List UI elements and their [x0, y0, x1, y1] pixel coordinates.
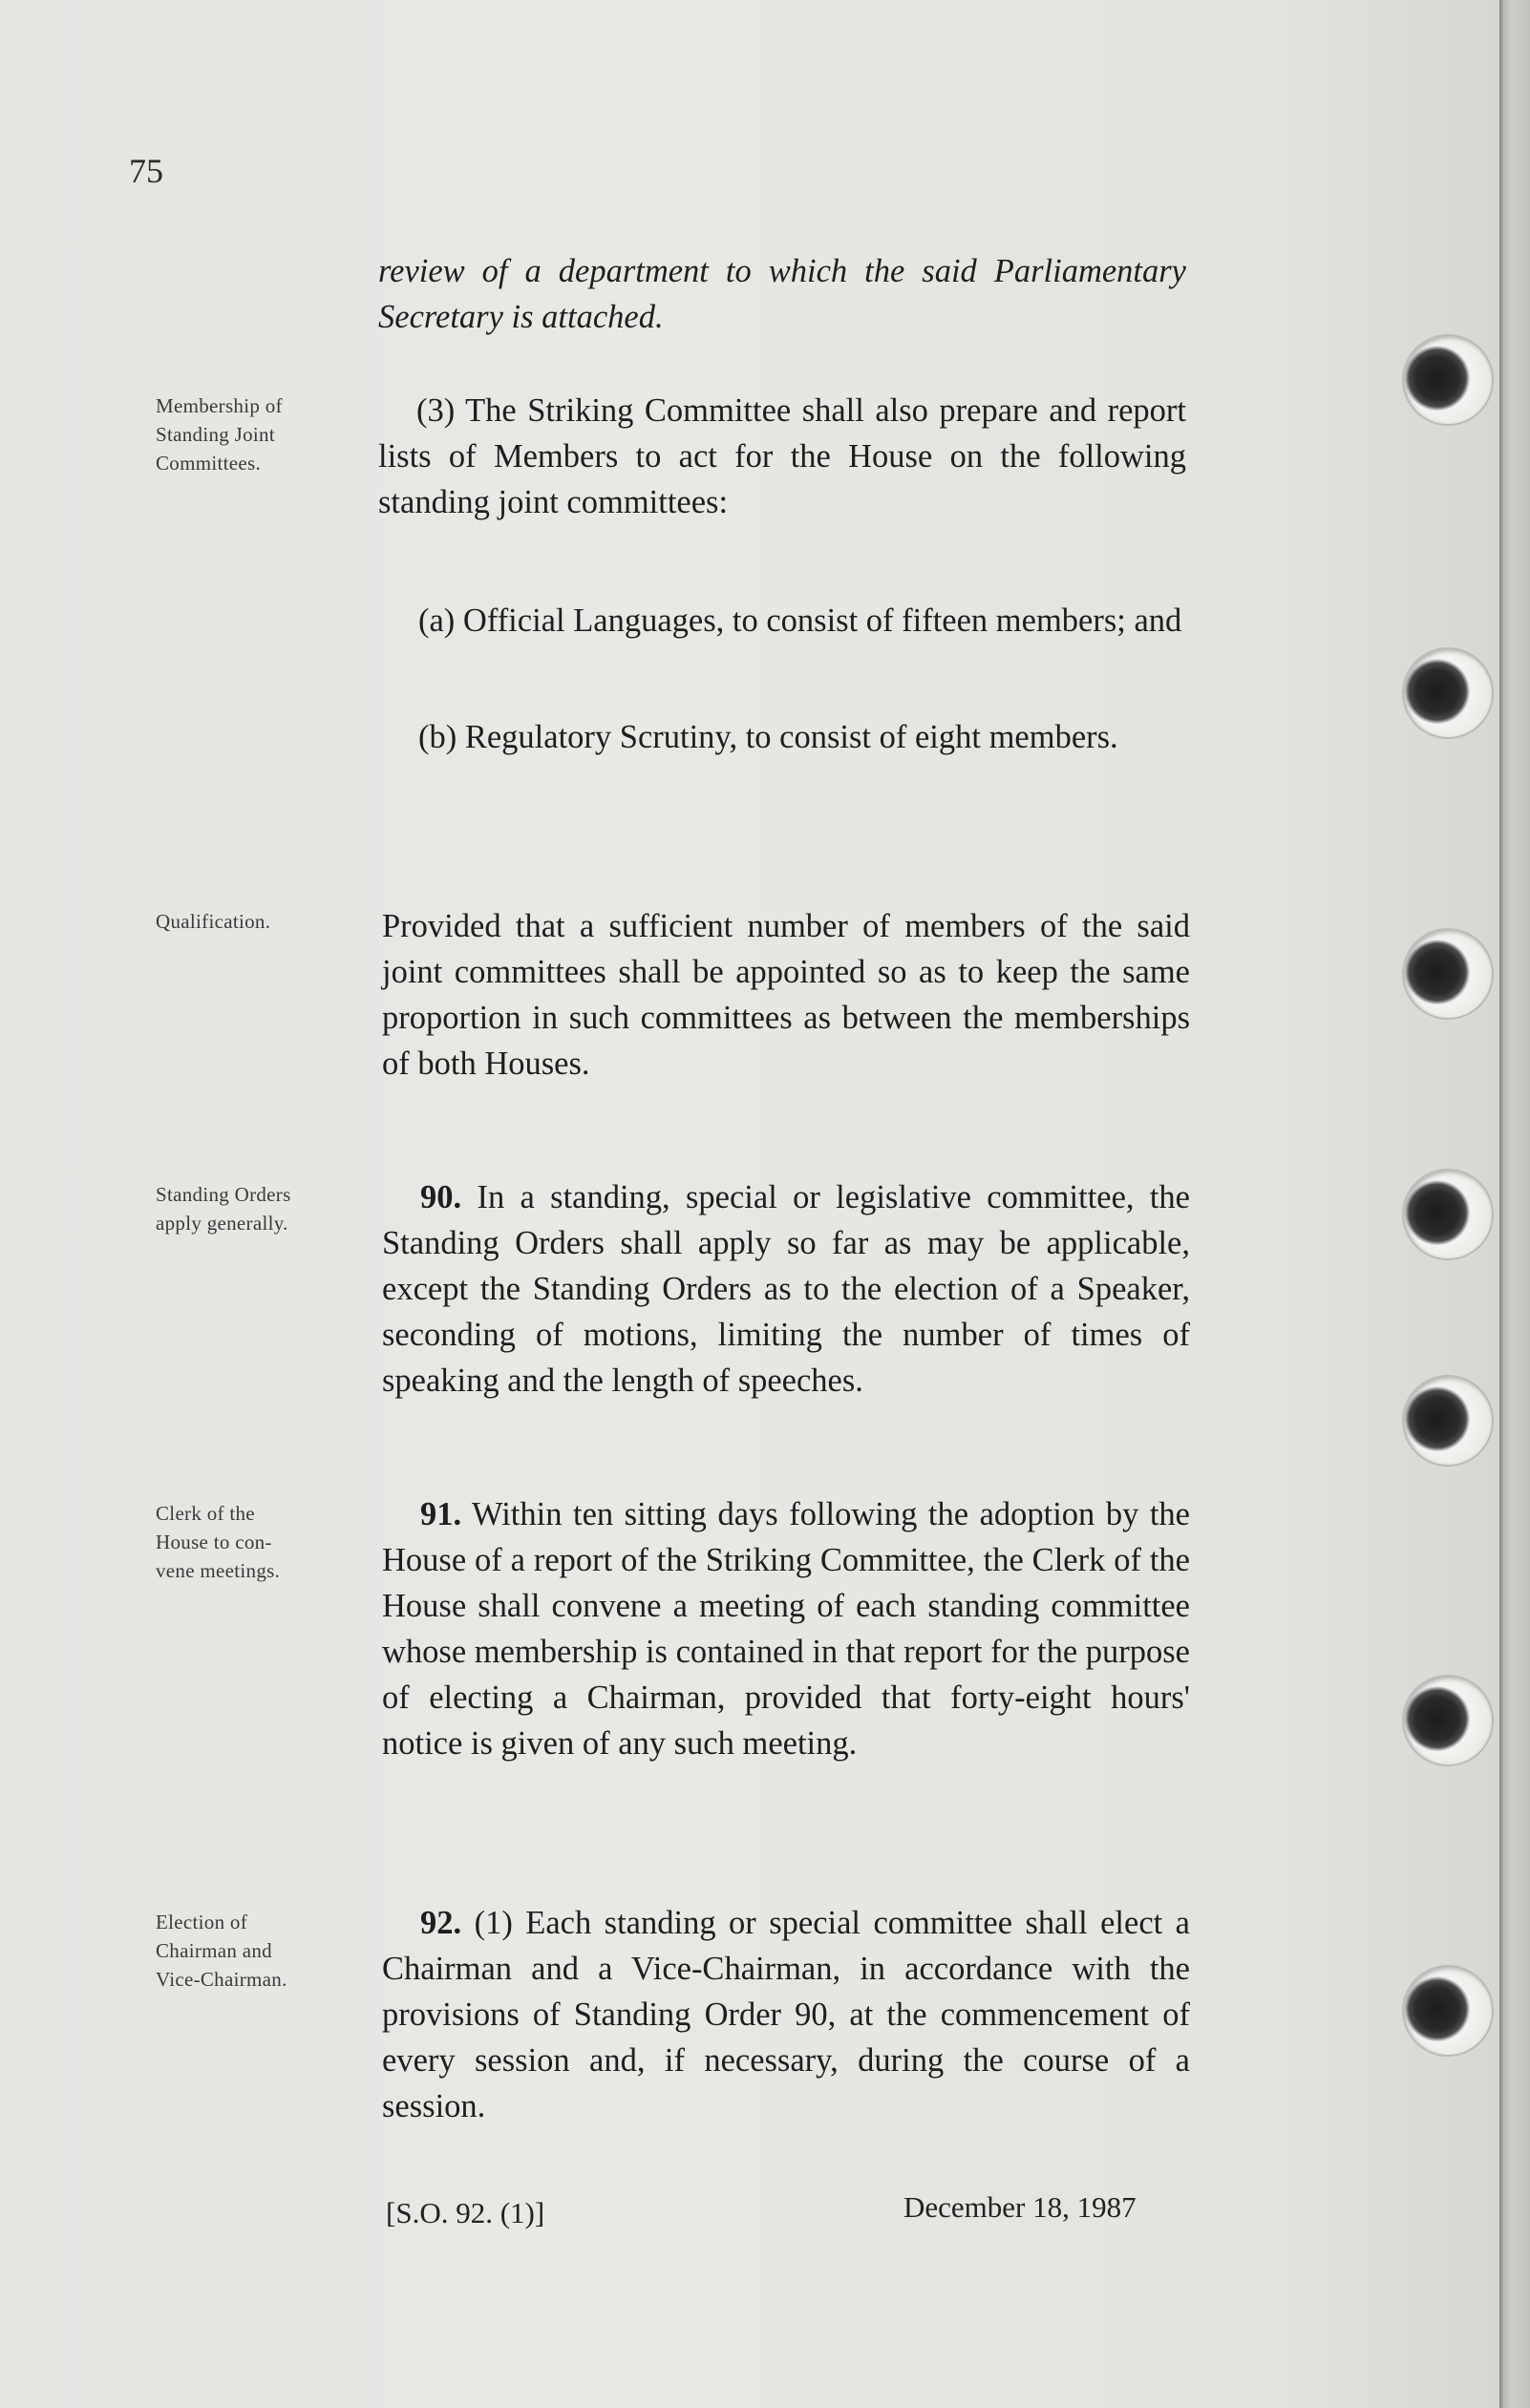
section-91-text: Within ten sitting days following the adoption by the House of a report of the Striking Committee, the Clerk of the House shall convene a meeting of each standing committee whose membership is contained in that report for the purpose of electing a Chairman, provided that forty-eight hours' notice is given of any such meeting. — [382, 1496, 1190, 1762]
punch-hole-1 — [1404, 336, 1492, 424]
page-edge — [1499, 0, 1530, 2408]
section-90 — [382, 1174, 1190, 1404]
margin-note-qualification: Qualification. — [156, 910, 271, 933]
margin-note-clerk: Clerk of the House to con- vene meetings. — [156, 1502, 281, 1582]
proviso-paragraph: Provided that a sufficient number of members of the said joint committees shall be appointed so as to keep the same proportion in such committees as between the memberships of both Houses. — [382, 908, 1190, 1082]
footer-reference: [S.O. 92. (1)] — [386, 2196, 545, 2229]
paragraph-3: (3) The Striking Committee shall also prepare and report lists of Members to act for the House on the following standing joint committees: — [378, 392, 1186, 520]
section-91 — [382, 1491, 1190, 1766]
footer-date: December 18, 1987 — [903, 2190, 1137, 2224]
margin-note-standing-orders: Standing Orders apply generally. — [156, 1183, 291, 1235]
punch-hole-2 — [1404, 649, 1492, 737]
section-90-number: 90. — [420, 1179, 462, 1215]
section-92-text: (1) Each standing or special committee shall elect a Chairman and a Vice-Chairman, in accordance with the provisions of Standing Order 90, at the commencement of every session and, if necessary, during the course of a session. — [382, 1905, 1190, 2124]
section-92 — [382, 1900, 1190, 2129]
punch-hole-4 — [1404, 1171, 1492, 1258]
margin-note-election: Election of Chairman and Vice-Chairman. — [156, 1911, 287, 1991]
punch-hole-7 — [1404, 1967, 1492, 2055]
intro-paragraph: review of a department to which the said Parliamentary Secretary is attached. — [378, 253, 1186, 335]
item-a: (a) Official Languages, to consist of fifteen members; and — [418, 602, 1182, 639]
section-91-number: 91. — [420, 1496, 462, 1532]
punch-hole-3 — [1404, 930, 1492, 1018]
section-90-text: In a standing, special or legislative committee, the Standing Orders shall apply so far as may be applicable, except the Standing Orders as to the election of a Speaker, seconding of motions, limiting the number of times of speaking and the length of speeches. — [382, 1179, 1190, 1399]
punch-hole-5 — [1404, 1377, 1492, 1465]
punch-hole-6 — [1404, 1677, 1492, 1764]
margin-note-membership: Membership of Standing Joint Committees. — [156, 394, 283, 475]
page-number: 75 — [129, 152, 163, 190]
item-b: (b) Regulatory Scrutiny, to consist of eight members. — [418, 719, 1118, 755]
section-92-number: 92. — [420, 1905, 462, 1941]
